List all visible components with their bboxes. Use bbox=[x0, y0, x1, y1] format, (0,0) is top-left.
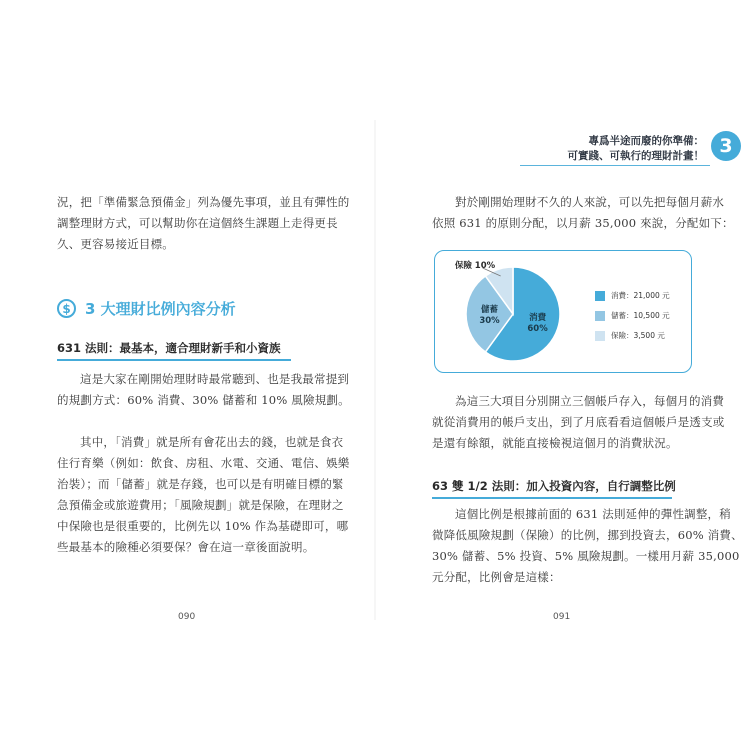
allocation-chart bbox=[434, 250, 692, 373]
chapter-number-badge: 3 bbox=[711, 131, 741, 161]
legend-item-insurance bbox=[595, 330, 665, 341]
left-intro-paragraph bbox=[57, 192, 350, 255]
slice-label-insurance: 保險 10% bbox=[454, 261, 496, 271]
text-line: 些最基本的險種必須要保？會在這一章後面說明。 bbox=[57, 540, 315, 554]
page-number-left: 090 bbox=[178, 612, 196, 622]
text-line: 這是大家在剛開始理財時最常聽到、也是我最常提到 bbox=[80, 372, 350, 386]
text-line: 急預備金或旅遊費用；「風險規劃」就是保險，在理財之 bbox=[57, 498, 344, 512]
text-line: 治裝）；而「儲蓄」就是存錢，也可以是有明確目標的緊 bbox=[57, 477, 344, 491]
text-line: 就從消費用的帳戶支出，到了月底看看這個帳戶是透支或 bbox=[432, 415, 725, 429]
text-line: 微降低風險規劃（保險）的比例，挪到投資去，60% 消費、 bbox=[432, 528, 743, 542]
slice-label-consume-pct: 60% bbox=[527, 323, 548, 334]
legend-swatch bbox=[595, 331, 605, 341]
text-line: 住行育樂（例如：飲食、房租、水電、交通、電信、娛樂 bbox=[57, 456, 350, 470]
text-line: 這個比例是根據前面的 631 法則延伸的彈性調整，稍 bbox=[455, 507, 731, 521]
slice-label-savings-pct: 30% bbox=[479, 316, 500, 326]
running-header bbox=[568, 134, 705, 164]
section-title: 3 大理財比例內容分析 bbox=[85, 300, 236, 318]
right-subheading: 63 雙 1/2 法則：加入投資內容，自行調整比例 bbox=[432, 479, 676, 493]
slice-label-savings-name: 儲蓄 bbox=[480, 305, 499, 315]
text-line: 中保險也是很重要的，比例先以 10% 作為基礎即可，哪 bbox=[57, 519, 349, 533]
running-header-line2: 可實踐、可執行的理財計畫！ bbox=[567, 150, 704, 162]
text-line: 30% 儲蓄、5% 投資、5% 風險規劃。一樣用月薪 35,000 bbox=[432, 549, 740, 563]
text-line: 是還有餘額，就能直接檢視這個月的消費狀況。 bbox=[432, 436, 678, 450]
right-subheading-rule bbox=[432, 497, 672, 499]
running-header-rule bbox=[520, 165, 710, 166]
text-line: 的規劃方式：60% 消費、30% 儲蓄和 10% 風險規劃。 bbox=[57, 393, 350, 407]
text-line: 況，把「準備緊急預備金」列為優先事項，並且有彈性的 bbox=[57, 195, 350, 209]
legend-label: 消費：21,000 元 bbox=[611, 291, 670, 300]
text-line: 元分配，比例會是這樣： bbox=[432, 570, 561, 584]
section-heading bbox=[57, 298, 236, 319]
left-paragraph-2 bbox=[57, 432, 350, 558]
page-number-right: 091 bbox=[553, 612, 571, 622]
left-subheading-rule bbox=[57, 359, 291, 361]
legend-label: 保險：3,500 元 bbox=[611, 331, 665, 340]
text-line: 依照 631 的原則分配，以月薪 35,000 來說，分配如下： bbox=[432, 216, 734, 230]
left-paragraph-1 bbox=[57, 369, 350, 411]
text-line: 久、更容易接近目標。 bbox=[57, 237, 174, 251]
legend-swatch bbox=[595, 291, 605, 301]
legend-label: 儲蓄：10,500 元 bbox=[611, 311, 670, 320]
right-paragraph-3 bbox=[432, 504, 743, 588]
text-line: 調整理財方式，可以幫助你在這個終生課題上走得更長 bbox=[57, 216, 338, 230]
text-line: 對於剛開始理財不久的人來說，可以先把每個月薪水 bbox=[455, 195, 725, 209]
legend-swatch bbox=[595, 311, 605, 321]
right-paragraph-1 bbox=[432, 192, 734, 234]
right-paragraph-2 bbox=[432, 391, 725, 454]
dollar-icon: $ bbox=[57, 299, 76, 318]
legend-item-savings bbox=[595, 310, 670, 321]
text-line: 為這三大項目分別開立三個帳戶存入，每個月的消費 bbox=[455, 394, 725, 408]
left-subheading: 631 法則：最基本，適合理財新手和小資族 bbox=[57, 341, 281, 355]
legend-item-consume bbox=[595, 290, 670, 301]
page-gutter bbox=[374, 120, 376, 620]
text-line: 其中，「消費」就是所有會花出去的錢，也就是食衣 bbox=[80, 435, 344, 449]
slice-label-consume-name: 消費 bbox=[529, 312, 547, 323]
running-header-line1: 專爲半途而廢的你準備： bbox=[588, 135, 704, 147]
